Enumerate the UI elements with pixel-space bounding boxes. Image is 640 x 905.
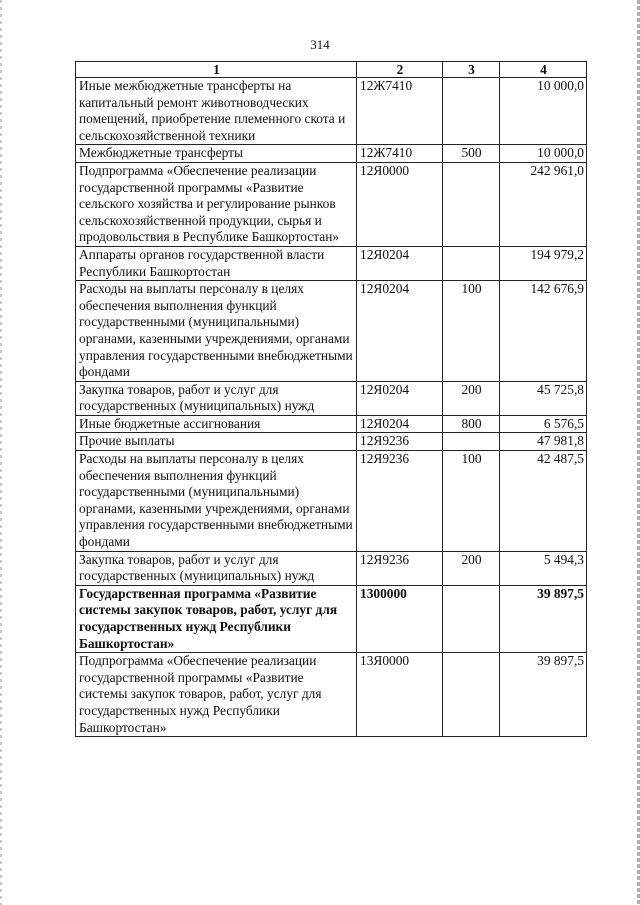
header-col-4: 4 <box>500 62 587 78</box>
row-name-cell: Расходы на выплаты персоналу в целях обеспечения выполнения функций государственными (муниципальными) органами, казенными учреждениями, органами управления государственными внебюджетными фондами <box>76 451 357 552</box>
row-code-cell: 12Я0204 <box>357 281 443 382</box>
row-code-cell: 12Я0204 <box>357 246 443 280</box>
table-row <box>76 281 587 382</box>
row-name-cell: Государственная программа «Развитие системы закупок товаров, работ, услуг для государственных нужд Республики Башкортостан» <box>76 585 357 652</box>
row-type-cell <box>443 78 500 145</box>
row-amount-cell: 10 000,0 <box>500 145 587 163</box>
row-code-cell: 12Я9236 <box>357 433 443 451</box>
row-code-cell: 1300000 <box>357 585 443 652</box>
row-amount-cell: 39 897,5 <box>500 585 587 652</box>
table-row <box>76 162 587 246</box>
row-name-cell: Межбюджетные трансферты <box>76 145 357 163</box>
row-code-cell: 12Я9236 <box>357 551 443 585</box>
table-row <box>76 246 587 280</box>
row-name-cell: Расходы на выплаты персоналу в целях обеспечения выполнения функций государственными (муниципальными) органами, казенными учреждениями, органами управления государственными внебюджетными фондами <box>76 281 357 382</box>
table-row <box>76 415 587 433</box>
row-code-cell: 12Я0000 <box>357 162 443 246</box>
row-code-cell: 12Ж7410 <box>357 145 443 163</box>
table-row <box>76 381 587 415</box>
row-name-cell: Закупка товаров, работ и услуг для государственных (муниципальных) нужд <box>76 551 357 585</box>
row-name-cell: Закупка товаров, работ и услуг для государственных (муниципальных) нужд <box>76 381 357 415</box>
table-body <box>76 78 587 737</box>
row-code-cell: 12Я0204 <box>357 381 443 415</box>
header-col-2: 2 <box>357 62 443 78</box>
row-name-cell: Подпрограмма «Обеспечение реализации государственной программы «Развитие системы закупок товаров, работ, услуг для государственных нужд Республики Башкортостан» <box>76 653 357 737</box>
table-row <box>76 145 587 163</box>
table-row <box>76 551 587 585</box>
table-header-row <box>76 62 587 78</box>
row-code-cell: 13Я0000 <box>357 653 443 737</box>
row-code-cell: 12Я9236 <box>357 451 443 552</box>
row-amount-cell: 10 000,0 <box>500 78 587 145</box>
row-type-cell: 200 <box>443 381 500 415</box>
row-type-cell <box>443 246 500 280</box>
table-row <box>76 78 587 145</box>
row-name-cell: Подпрограмма «Обеспечение реализации государственной программы «Развитие сельского хозяйства и регулирование рынков сельскохозяйственной продукции, сырья и продовольствия в Республике Башкортостан» <box>76 162 357 246</box>
header-col-3: 3 <box>443 62 500 78</box>
row-amount-cell: 39 897,5 <box>500 653 587 737</box>
table-row <box>76 433 587 451</box>
scan-edge-left <box>0 0 2 905</box>
page-number: 314 <box>310 37 330 52</box>
row-type-cell: 800 <box>443 415 500 433</box>
row-type-cell <box>443 433 500 451</box>
row-type-cell <box>443 585 500 652</box>
row-type-cell: 100 <box>443 281 500 382</box>
row-amount-cell: 194 979,2 <box>500 246 587 280</box>
row-name-cell: Иные межбюджетные трансферты на капитальный ремонт животноводческих помещений, приобретение племенного скота и сельскохозяйственной техники <box>76 78 357 145</box>
row-amount-cell: 42 487,5 <box>500 451 587 552</box>
row-amount-cell: 47 981,8 <box>500 433 587 451</box>
header-col-1: 1 <box>76 62 357 78</box>
table-row <box>76 451 587 552</box>
row-name-cell: Аппараты органов государственной власти Республики Башкортостан <box>76 246 357 280</box>
row-amount-cell: 6 576,5 <box>500 415 587 433</box>
row-type-cell: 500 <box>443 145 500 163</box>
budget-table <box>75 61 587 737</box>
row-amount-cell: 45 725,8 <box>500 381 587 415</box>
row-name-cell: Иные бюджетные ассигнования <box>76 415 357 433</box>
row-type-cell <box>443 653 500 737</box>
row-name-cell: Прочие выплаты <box>76 433 357 451</box>
table-row <box>76 585 587 652</box>
row-type-cell: 100 <box>443 451 500 552</box>
row-amount-cell: 5 494,3 <box>500 551 587 585</box>
row-code-cell: 12Ж7410 <box>357 78 443 145</box>
table-row <box>76 653 587 737</box>
row-amount-cell: 142 676,9 <box>500 281 587 382</box>
row-type-cell: 200 <box>443 551 500 585</box>
row-type-cell <box>443 162 500 246</box>
row-amount-cell: 242 961,0 <box>500 162 587 246</box>
row-code-cell: 12Я0204 <box>357 415 443 433</box>
